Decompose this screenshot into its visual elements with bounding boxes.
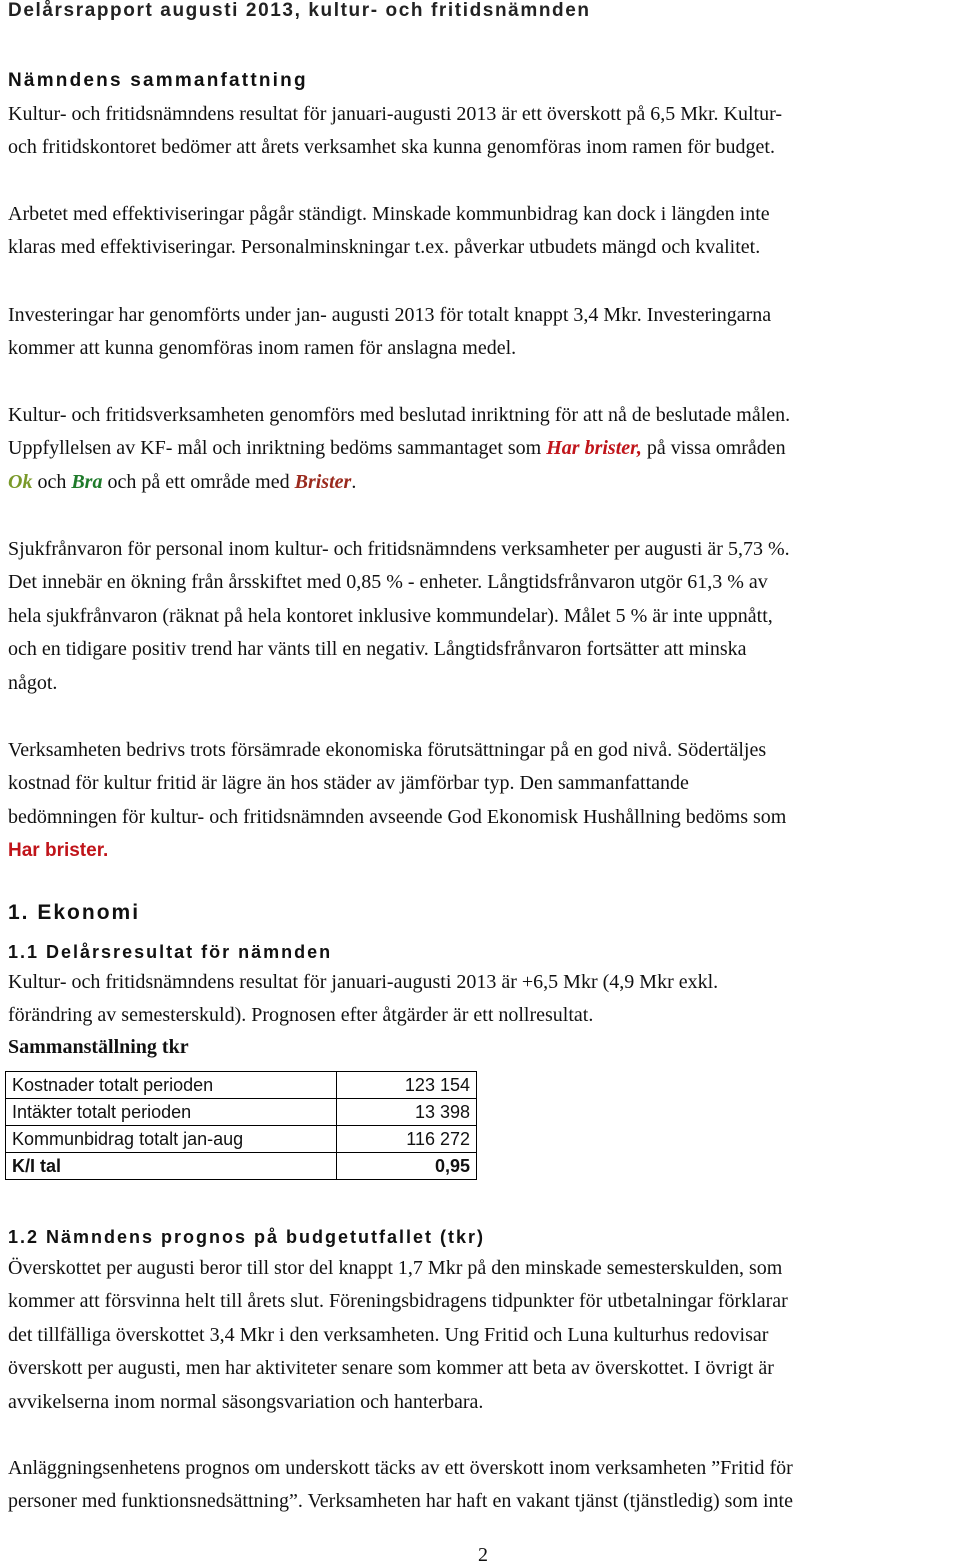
text-line: kostnad för kultur fritid är lägre än hos städer av jämförbar typ. Den sammanfattande <box>8 772 689 795</box>
text-line <box>8 834 958 867</box>
row-value: 0,95 <box>337 1153 477 1180</box>
text-line: klaras med effektiviseringar. Personalminskningar t.ex. påverkar utbudets mängd och kvalitet. <box>8 236 761 259</box>
text-line: Överskottet per augusti beror till stor del knappt 1,7 Mkr på den minskade semesterskulden, som <box>8 1257 783 1279</box>
text-line: något. <box>8 671 58 694</box>
table-row <box>6 1153 477 1180</box>
text-segment: på vissa områden <box>641 437 786 460</box>
row-value: 13 398 <box>337 1099 477 1126</box>
paragraph-assessment <box>8 734 958 868</box>
text-line: Anläggningsenhetens prognos om underskott täcks av ett överskott inom verksamheten ”Fritid för <box>8 1457 793 1479</box>
row-value: 123 154 <box>337 1072 477 1099</box>
summary-table <box>5 1071 477 1180</box>
summary-heading: Nämndens sammanfattning <box>8 70 308 91</box>
rating-har-brister-final: Har brister. <box>8 840 109 862</box>
paragraph-investments <box>8 299 958 366</box>
text-line: personer med funktionsnedsättning”. Verksamheten har haft en vakant tjänst (tjänstledig) som inte <box>8 1490 793 1513</box>
text-line: det tillfälliga överskottet 3,4 Mkr i den verksamheten. Ung Fritid och Luna kulturhus redovisar <box>8 1323 769 1346</box>
text-line: kommer att kunna genomföras inom ramen för anslagna medel. <box>8 337 517 360</box>
rating-ok: Ok <box>8 470 33 493</box>
rating-har-brister: Har brister, <box>546 437 642 460</box>
row-label: Intäkter totalt perioden <box>6 1099 337 1126</box>
text-line: Sjukfrånvaron för personal inom kultur- och fritidsnämndens verksamheter per augusti är 5,73 %. <box>8 538 790 560</box>
table-row <box>6 1099 477 1126</box>
text-segment: . <box>351 470 357 493</box>
paragraph-forecast <box>8 1252 958 1419</box>
section-heading-ekonomi: 1. Ekonomi <box>8 901 141 924</box>
text-line: Kultur- och fritidsnämndens resultat för januari-augusti 2013 är +6,5 Mkr (4,9 Mkr exkl. <box>8 971 719 993</box>
paragraph-sick-leave <box>8 533 958 700</box>
text-line: Kultur- och fritidsverksamheten genomförs med beslutad inriktning för att nå de beslutade målen. <box>8 404 791 426</box>
text-line: kommer att försvinna helt till årets slut. Föreningsbidragens tidpunkter för utbetalningar förklarar <box>8 1290 788 1313</box>
row-label: Kostnader totalt perioden <box>6 1072 337 1099</box>
text-line: Kultur- och fritidsnämndens resultat för januari-augusti 2013 är ett överskott på 6,5 Mkr. Kultur- <box>8 103 783 125</box>
text-line: hela sjukfrånvaron (räknat på hela kontoret inklusive kommundelar). Målet 5 % är inte uppnått, <box>8 604 773 627</box>
text-line: Investeringar har genomförts under jan- augusti 2013 för totalt knappt 3,4 Mkr. Investeringarna <box>8 304 772 326</box>
text-line <box>8 432 958 465</box>
paragraph-period-result <box>8 966 958 1033</box>
text-line: förändring av semesterskuld). Prognosen efter åtgärder är ett nollresultat. <box>8 1004 594 1027</box>
text-line: och fritidskontoret bedömer att årets verksamhet ska kunna genomföras inom ramen för budget. <box>8 136 775 159</box>
row-label: Kommunbidrag totalt jan-aug <box>6 1126 337 1153</box>
row-label: K/I tal <box>6 1153 337 1180</box>
text-line: Det innebär en ökning från årsskiftet med 0,85 % - enheter. Långtidsfrånvaron utgör 61,3 % av <box>8 571 768 594</box>
row-value: 116 272 <box>337 1126 477 1153</box>
page-header: Delårsrapport augusti 2013, kultur- och fritidsnämnden <box>8 0 591 21</box>
subsection-heading-1-2: 1.2 Nämndens prognos på budgetutfallet (tkr) <box>8 1227 486 1247</box>
subsection-heading-1-1: 1.1 Delårsresultat för nämnden <box>8 942 333 962</box>
table-row <box>6 1126 477 1153</box>
page-number: 2 <box>478 1544 488 1566</box>
text-line: överskott per augusti, men har aktiviteter senare som kommer att beta av överskottet. I övrigt är <box>8 1357 774 1380</box>
text-segment: och <box>32 470 72 493</box>
text-segment: och på ett område med <box>102 470 295 493</box>
table-row <box>6 1072 477 1099</box>
text-line: avvikelserna inom normal säsongsvariation och hanterbara. <box>8 1390 484 1413</box>
paragraph-facilities <box>8 1452 958 1519</box>
rating-bra: Bra <box>71 470 103 493</box>
paragraph-result <box>8 98 958 165</box>
text-segment: Uppfyllelsen av KF- mål och inriktning bedöms sammantaget som <box>8 437 547 460</box>
text-line <box>8 466 958 499</box>
paragraph-efficiency <box>8 198 958 265</box>
text-line: Verksamheten bedrivs trots försämrade ekonomiska förutsättningar på en god nivå. Södertäljes <box>8 739 767 761</box>
table-title: Sammanställning tkr <box>8 1036 189 1058</box>
paragraph-goals <box>8 399 958 499</box>
text-line: Arbetet med effektiviseringar pågår ständigt. Minskade kommunbidrag kan dock i längden inte <box>8 203 770 225</box>
rating-brister: Brister <box>294 470 352 493</box>
text-line: bedömningen för kultur- och fritidsnämnden avseende God Ekonomisk Hushållning bedöms som <box>8 805 787 828</box>
text-line: och en tidigare positiv trend har vänts till en negativ. Långtidsfrånvaron fortsätter att minska <box>8 638 747 661</box>
